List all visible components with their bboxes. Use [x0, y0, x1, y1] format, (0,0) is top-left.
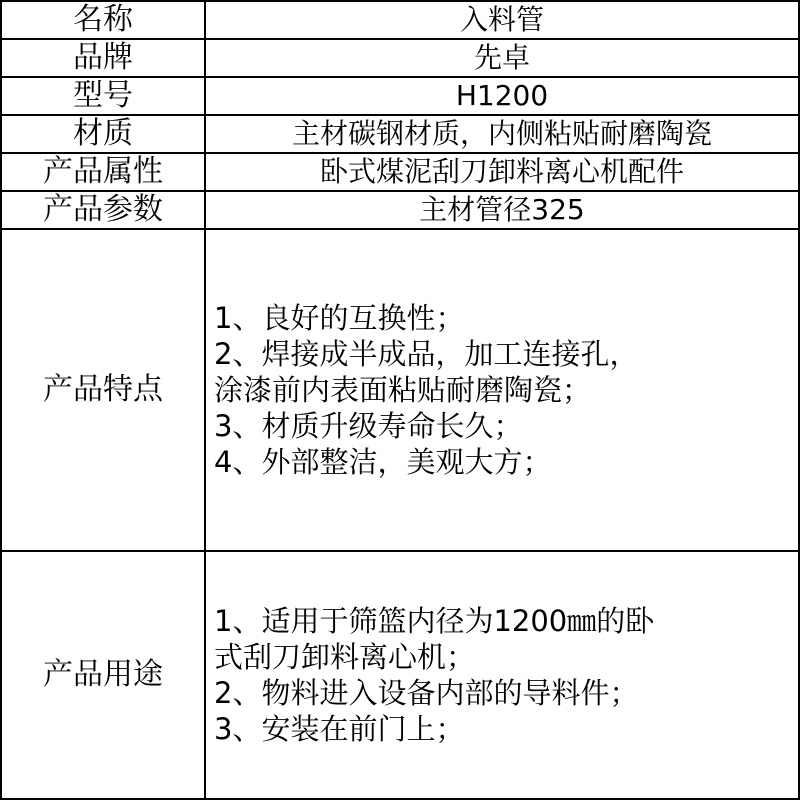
row-value-parameter: 主材管径325 [205, 191, 799, 229]
table-row [1, 191, 799, 229]
table-row [1, 39, 799, 77]
table-row [1, 77, 799, 115]
row-value-model: H1200 [205, 77, 799, 115]
row-label-usage: 产品用途 [1, 551, 205, 799]
usage-line: 1、适用于筛篮内径为1200㎜的卧 [214, 604, 655, 638]
table-row [1, 115, 799, 153]
row-label-features: 产品特点 [1, 229, 205, 551]
feature-line: 1、良好的互换性； [214, 301, 465, 335]
row-value-attribute: 卧式煤泥刮刀卸料离心机配件 [205, 153, 799, 191]
table-row [1, 551, 799, 799]
row-label-brand: 品牌 [1, 39, 205, 77]
row-label-material: 材质 [1, 115, 205, 153]
table-row [1, 153, 799, 191]
feature-line: 4、外部整洁，美观大方； [214, 445, 552, 479]
feature-line: 3、材质升级寿命长久； [214, 409, 523, 443]
usage-line: 式刮刀卸料离心机； [214, 640, 476, 674]
row-value-material: 主材碳钢材质，内侧粘贴耐磨陶瓷 [205, 115, 799, 153]
row-value-usage [205, 551, 799, 799]
feature-line: 涂漆前内表面粘贴耐磨陶瓷； [214, 373, 592, 407]
row-label-name: 名称 [1, 1, 205, 39]
feature-line: 2、焊接成半成品，加工连接孔， [214, 337, 639, 371]
table-row [1, 1, 799, 39]
table-row [1, 229, 799, 551]
usage-line: 2、物料进入设备内部的导料件； [214, 676, 639, 710]
row-label-parameter: 产品参数 [1, 191, 205, 229]
row-label-attribute: 产品属性 [1, 153, 205, 191]
row-label-model: 型号 [1, 77, 205, 115]
row-value-name: 入料管 [205, 1, 799, 39]
row-value-features [205, 229, 799, 551]
row-value-brand: 先卓 [205, 39, 799, 77]
usage-line: 3、安装在前门上； [214, 712, 465, 746]
